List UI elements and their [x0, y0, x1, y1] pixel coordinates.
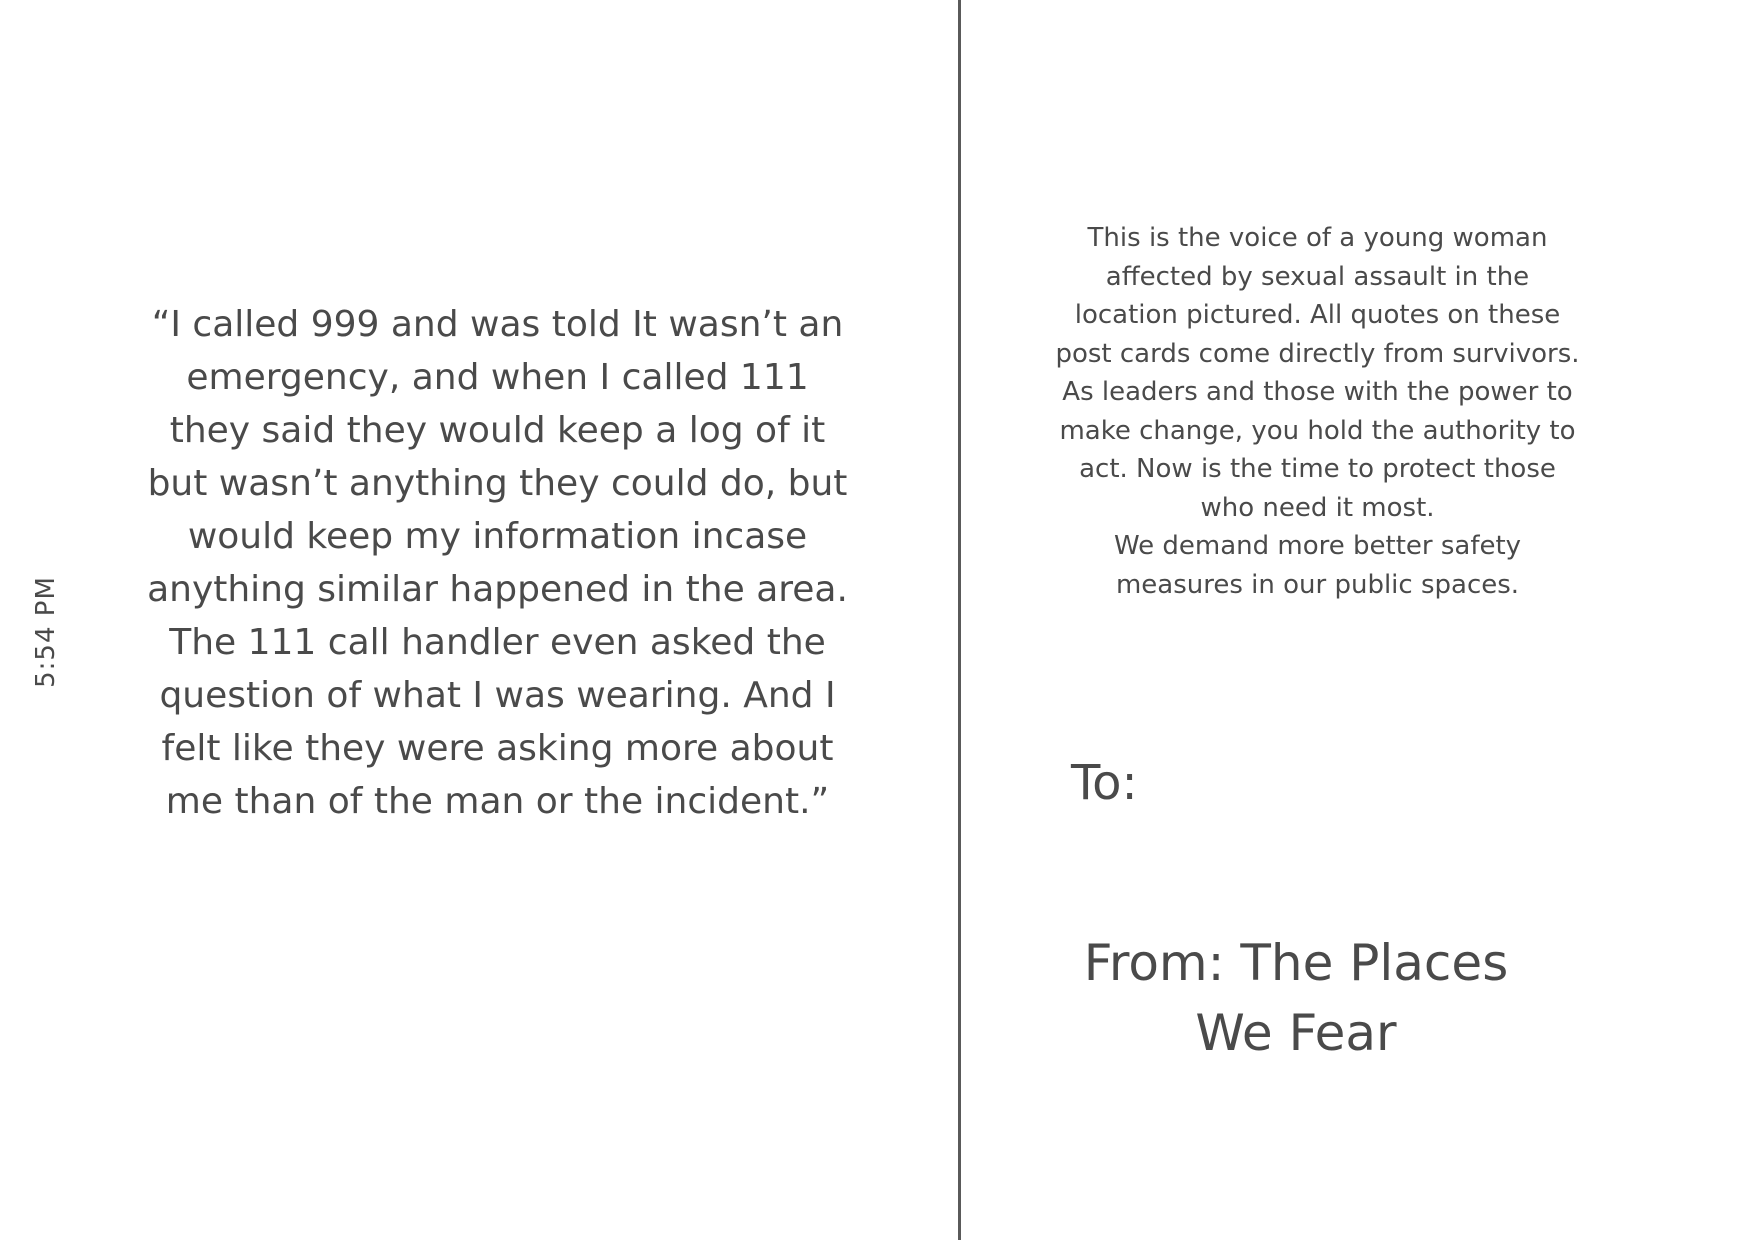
- to-label: To:: [1071, 755, 1138, 811]
- from-label: From: The Places We Fear: [1083, 934, 1509, 1062]
- demand-paragraph: We demand more better safety measures in our public spaces.: [1113, 531, 1522, 600]
- statement-block: [1055, 219, 1580, 604]
- survivor-quote: “I called 999 and was told It wasn’t an emergency, and when I called 111 they said they would keep a log of it but wasn’t anything they could do, but would keep my information incase anything similar happened in the area. The 111 call handler even asked the question of what I was wearing. And I felt like they were asking more about me than of the man or the incident.”: [147, 304, 848, 822]
- postcard-divider: [958, 0, 961, 1240]
- timestamp: 5:54 PM: [31, 576, 61, 688]
- statement-paragraph: This is the voice of a young woman affected by sexual assault in the location pictured. All quotes on these post cards come directly from survivors. As leaders and those with the power to make change, you hold the authority to act. Now is the time to protect those who need it most.: [1055, 223, 1580, 523]
